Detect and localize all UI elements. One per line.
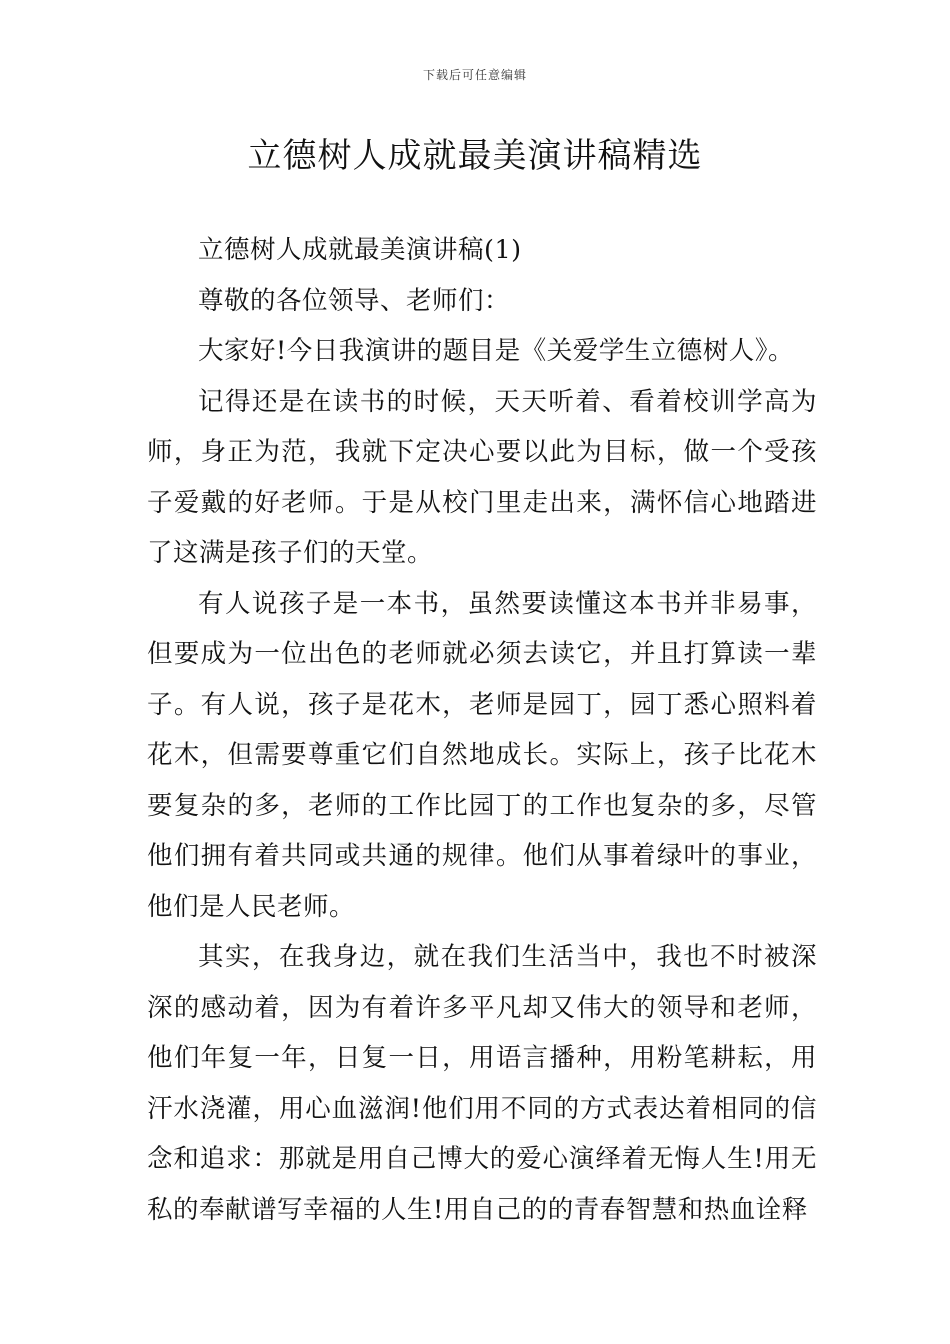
paragraph-body-2: 有人说孩子是一本书，虽然要读懂这本书并非易事，但要成为一位出色的老师就必须去读它，并且打算读一辈子。有人说，孩子是花木，老师是园丁，园丁悉心照料着花木，但需要尊重它们自然地成长。实际上，孩子比花木要复杂的多，老师的工作比园丁的工作也复杂的多，尽管他们拥有着共同或共通的规律。他们从事着绿叶的事业，他们是人民老师。	[147, 588, 817, 922]
paragraph-subtitle: 立德树人成就最美演讲稿(1)	[198, 235, 522, 265]
document-title: 立德树人成就最美演讲稿精选	[247, 136, 703, 176]
document-body	[147, 225, 817, 1235]
header-note: 下载后可任意编辑	[422, 68, 527, 82]
paragraph-body-1: 记得还是在读书的时候，天天听着、看着校训学高为师，身正为范，我就下定决心要以此为目标，做一个受孩子爱戴的好老师。于是从校门里走出来，满怀信心地踏进了这满是孩子们的天堂。	[147, 386, 817, 568]
paragraph-salutation: 尊敬的各位领导、老师们：	[198, 285, 511, 316]
paragraph-body-3: 其实，在我身边，就在我们生活当中，我也不时被深深的感动着，因为有着许多平凡却又伟大的领导和老师，他们年复一年，日复一日，用语言播种，用粉笔耕耘，用汗水浇灌，用心血滋润!他们用不同的方式表达着相同的信念和追求：那就是用自己博大的爱心演绎着无悔人生!用无私的奉献谱写幸福的人生!用自己的的青春智慧和热血诠释	[147, 942, 817, 1225]
paragraph-greeting: 大家好!今日我演讲的题目是《关爱学生立德树人》。	[198, 336, 794, 366]
